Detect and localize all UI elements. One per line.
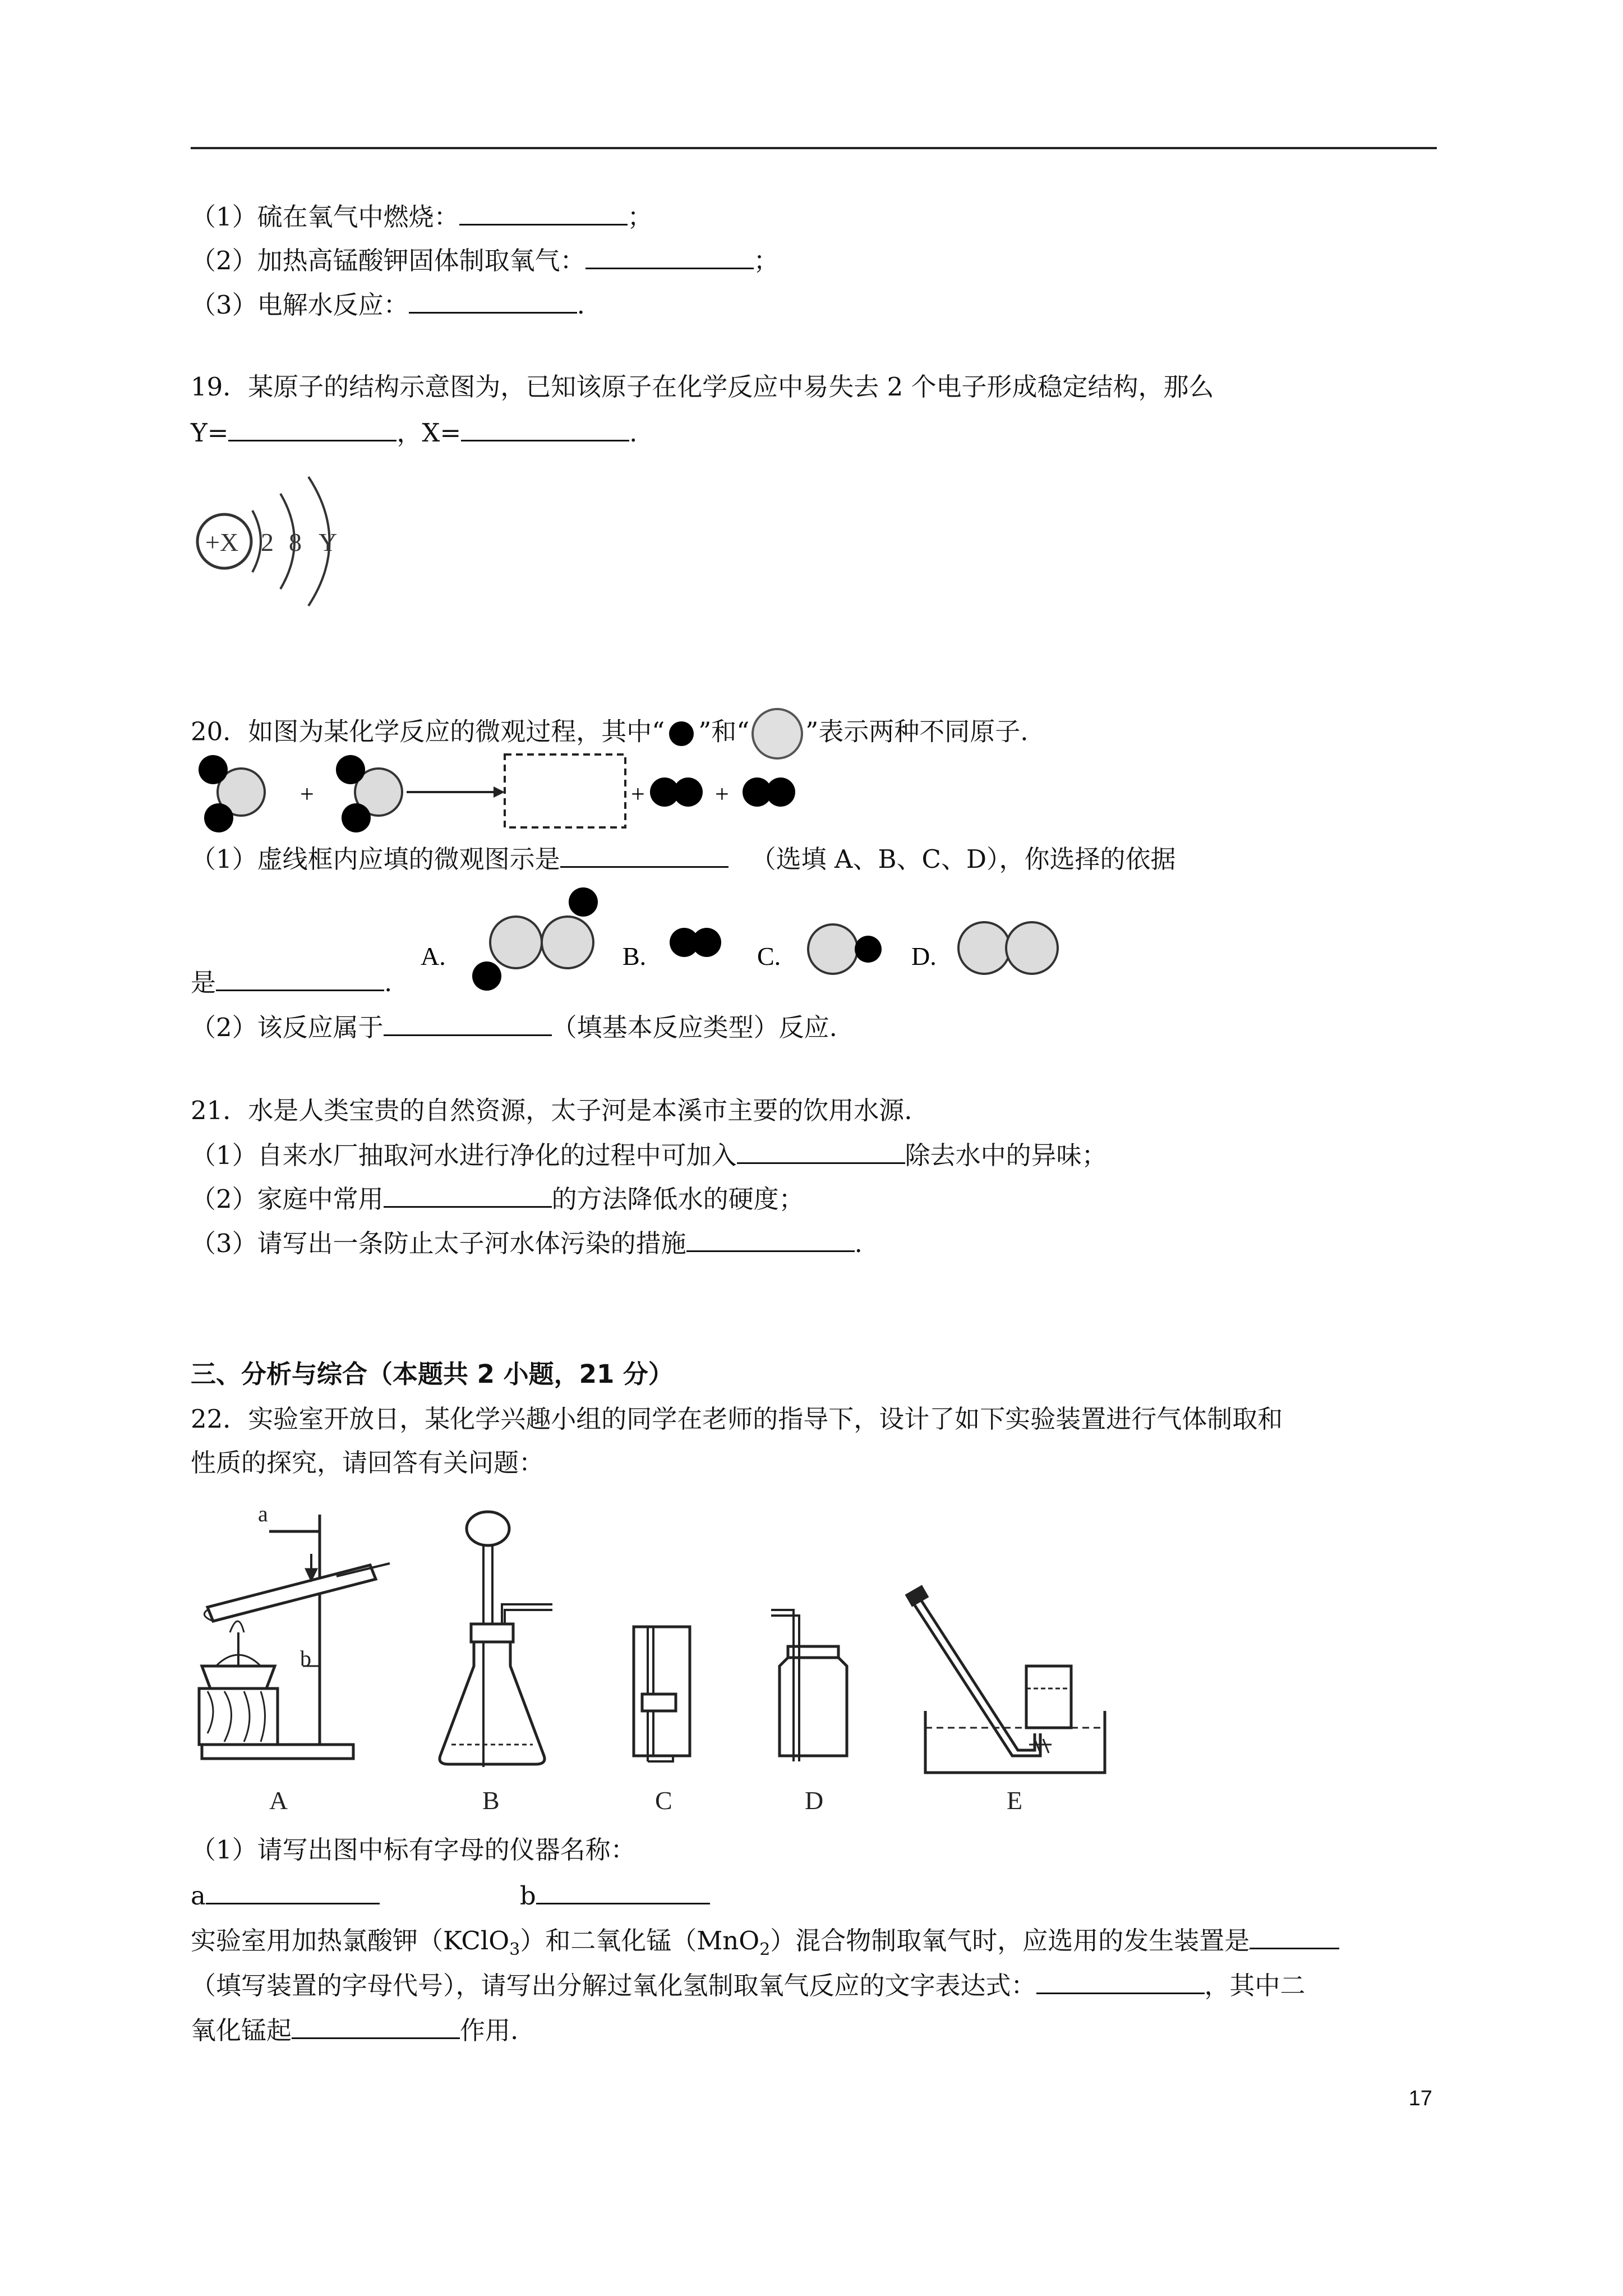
q18-item1 (191, 199, 653, 234)
apparatus-diagram (191, 1498, 1166, 1829)
q22-para2 (191, 1968, 1306, 2003)
option-b-atom (692, 928, 721, 957)
q21-sub3-text: （3）请写出一条防止太子河水体污染的措施 (191, 1228, 686, 1258)
q19-answers (191, 415, 637, 450)
q19-text: 19．某原子的结构示意图为，已知该原子在化学反应中易失去 2 个电子形成稳定结构，那么 (191, 372, 1214, 402)
option-b-label: B. (623, 942, 647, 970)
answer-blank[interactable] (459, 199, 628, 226)
option-d-atom (958, 922, 1010, 974)
q20-sub2 (191, 1010, 837, 1045)
answer-blank[interactable] (585, 243, 754, 269)
answer-blank[interactable] (1249, 1923, 1339, 1949)
answer-blank-b[interactable] (536, 1878, 710, 1904)
answer-blank[interactable] (737, 1138, 905, 1164)
answer-blank[interactable] (686, 1226, 855, 1252)
subscript: 2 (759, 1940, 771, 1959)
q21-sub1 (191, 1138, 1107, 1172)
q21-text: 21．水是人类宝贵的自然资源，太子河是本溪市主要的饮用水源. (191, 1096, 912, 1125)
option-d-label: D. (911, 942, 937, 970)
q20-text-c: ”表示两种不同原子. (805, 716, 1029, 747)
option-c-label: C. (757, 942, 781, 970)
label-b: b (300, 1646, 311, 1671)
q21-sub2-text: （2）家庭中常用 (191, 1184, 384, 1214)
q20-text-a: 20．如图为某化学反应的微观过程，其中“ (191, 716, 665, 747)
q18-item3 (191, 287, 585, 322)
shell1-electrons: 2 (261, 528, 274, 556)
punct: . (854, 1228, 863, 1258)
option-a-molecule (472, 887, 598, 991)
q22-p1-a: 实验室用加热氯酸钾（KClO (191, 1926, 510, 1955)
page-number: 17 (1408, 2087, 1432, 2110)
q20-text-b: ”和“ (698, 716, 750, 747)
q21-sub1-end: 除去水中的异味； (905, 1140, 1107, 1170)
y-label: Y= (191, 418, 229, 448)
caption-e: E (1007, 1786, 1023, 1815)
q22-text2: 性质的探究，请回答有关问题： (191, 1448, 545, 1478)
q21-sub2-end: 的方法降低水的硬度； (551, 1184, 804, 1214)
header-rule (191, 147, 1437, 149)
plus-sign: + (631, 780, 645, 808)
plus-sign: + (300, 780, 314, 808)
q22-text1: 22．实验室开放日，某化学兴趣小组的同学在老师的指导下，设计了如下实验装置进行气体制取和 (191, 1404, 1283, 1434)
answer-blank[interactable] (384, 1010, 552, 1036)
apparatus-a (199, 1515, 390, 1759)
answer-blank-y[interactable] (228, 415, 396, 441)
label-a: a (258, 1501, 268, 1526)
answer-blank[interactable] (1036, 1968, 1205, 1994)
reactant-molecule-1 (199, 755, 265, 832)
answer-blank-x[interactable] (461, 415, 629, 441)
q18-item2 (191, 243, 779, 278)
q20-sub1-text-c: 是 (191, 968, 216, 997)
q22-p1-b: ）和二氧化锰（MnO (520, 1926, 760, 1955)
punct: . (384, 968, 393, 997)
product-atom (766, 777, 795, 807)
q22-sub1: （1）请写出图中标有字母的仪器名称： (191, 1835, 636, 1865)
q20-sub1-text-b: （选填 A、B、C、D），你选择的依据 (750, 844, 1176, 874)
caption-c: C (655, 1786, 672, 1815)
answer-blank[interactable] (292, 2013, 460, 2039)
apparatus-c (634, 1627, 690, 1761)
caption-a: A (269, 1786, 288, 1815)
answer-blank[interactable] (216, 965, 384, 991)
q20-sub2-end: （填基本反应类型）反应. (551, 1013, 837, 1042)
q22-sub1-answers (191, 1878, 710, 1913)
atom-structure-diagram (191, 454, 381, 623)
shell3-electrons: Y (319, 528, 338, 556)
q22-p2-b: ，其中二 (1204, 1971, 1306, 2000)
q20-sub2-text: （2）该反应属于 (191, 1013, 384, 1042)
q22-p2-a: （填写装置的字母代号），请写出分解过氧化氢制取氧气反应的文字表达式： (191, 1971, 1036, 2000)
q21-sub1-text: （1）自来水厂抽取河水进行净化的过程中可加入 (191, 1140, 737, 1170)
option-c-atom (855, 936, 882, 963)
q21-sub3 (191, 1226, 863, 1260)
product-atom (674, 777, 703, 807)
black-atom-icon (665, 720, 698, 748)
q18-item1-text: （1）硫在氧气中燃烧： (191, 202, 459, 232)
q21-sub2 (191, 1181, 804, 1216)
answer-blank-a[interactable] (206, 1878, 380, 1904)
answer-b-label: b (519, 1881, 536, 1911)
q22-para3 (191, 2013, 518, 2047)
q22-p1-c: ）混合物制取氧气时，应选用的发生装置是 (770, 1926, 1250, 1955)
dashed-answer-box (505, 754, 625, 827)
apparatus-e (907, 1587, 1105, 1773)
q20-sub1 (191, 841, 1176, 876)
answer-blank[interactable] (384, 1181, 552, 1208)
q18-item2-text: （2）加热高锰酸钾固体制取氧气： (191, 246, 585, 275)
arrow-head (494, 786, 505, 798)
options-diagram (421, 881, 1071, 1010)
shell-arc-1 (252, 510, 261, 572)
q22-p3-b: 作用. (460, 2016, 519, 2045)
reaction-diagram (191, 752, 819, 836)
q20-sub1-cont (191, 965, 392, 1000)
apparatus-b (440, 1512, 552, 1767)
answer-blank[interactable] (560, 841, 728, 868)
q18-item3-text: （3）电解水反应： (191, 290, 409, 320)
nucleus-label: +X (205, 528, 239, 556)
answer-blank[interactable] (409, 287, 577, 314)
q22-para1 (191, 1923, 1339, 1967)
punct: ； (753, 246, 779, 275)
caption-b: B (482, 1786, 500, 1815)
section-title: 三、分析与综合（本题共 2 小题，21 分） (191, 1359, 674, 1389)
punct: ； (627, 202, 653, 232)
option-a-label: A. (421, 942, 446, 970)
answer-a-label: a (191, 1881, 206, 1911)
option-c-atom (808, 924, 857, 974)
option-d-atom (1006, 922, 1058, 974)
x-label: ，X= (396, 418, 462, 448)
punct: . (577, 290, 585, 320)
q22-p3-a: 氧化锰起 (191, 2016, 292, 2045)
caption-d: D (805, 1786, 824, 1815)
plus-sign: + (715, 780, 729, 808)
punct: . (629, 418, 638, 448)
reactant-molecule-2 (336, 755, 402, 832)
shell2-electrons: 8 (289, 528, 302, 556)
subscript: 3 (509, 1940, 520, 1959)
apparatus-d (771, 1610, 847, 1761)
q20-sub1-text: （1）虚线框内应填的微观图示是 (191, 844, 560, 874)
